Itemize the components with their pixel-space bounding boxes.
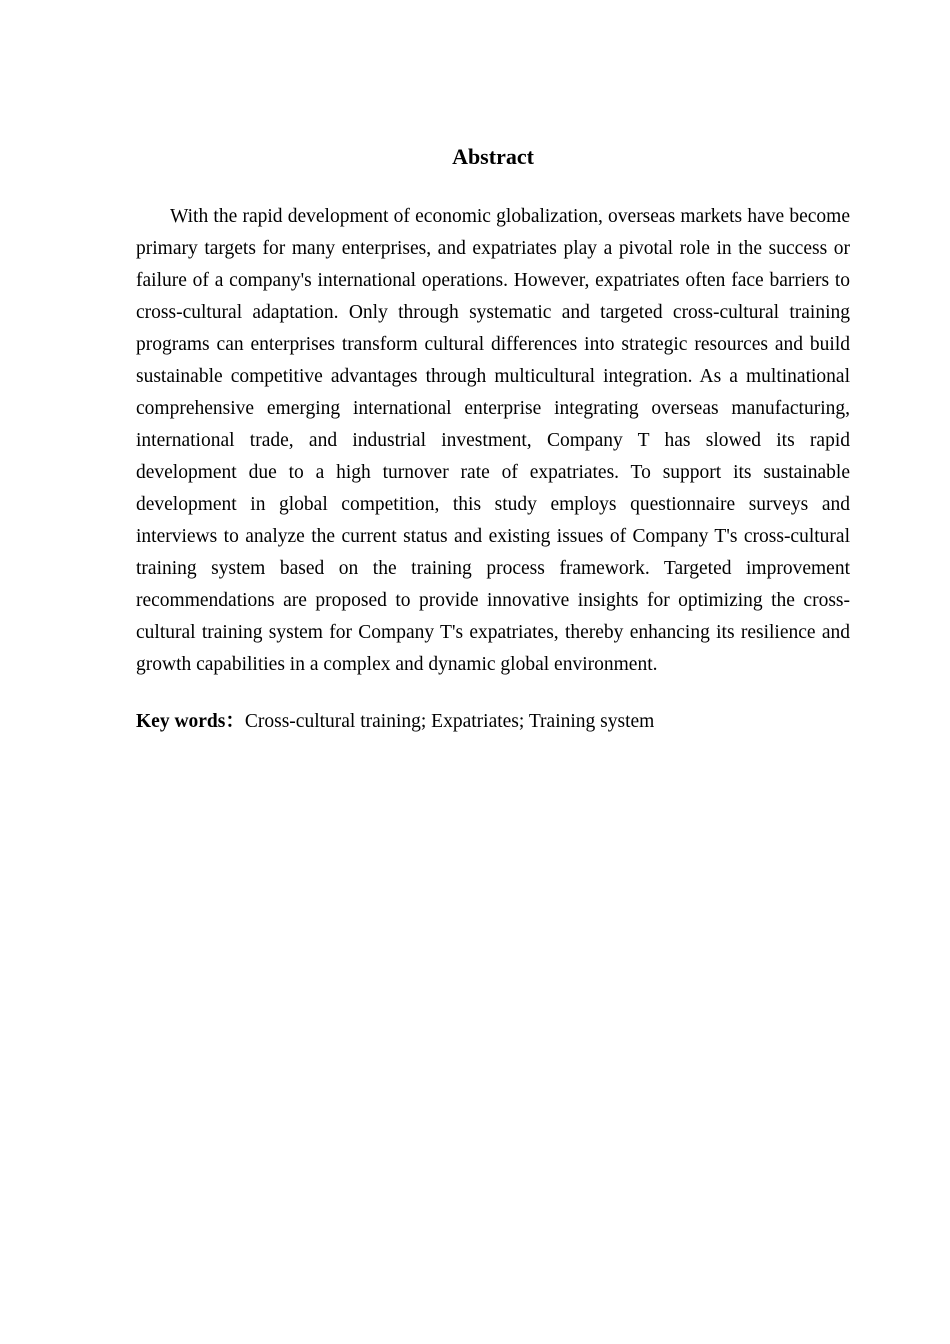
abstract-title: Abstract xyxy=(452,144,534,169)
abstract-section xyxy=(136,141,850,738)
keywords-label: Key words： xyxy=(136,711,245,732)
keywords-line xyxy=(136,706,850,738)
keywords-values: Cross-cultural training; Expatriates; Training system xyxy=(244,711,655,732)
abstract-paragraph: With the rapid development of economic globalization, overseas markets have become primary targets for many enterprises, and expatriates play a pivotal role in the success or failure of a company's international operations. However, expatriates often face barriers to cross-cultural adaptation. Only through systematic and targeted cross-cultural training programs can enterprises transform cultural differences into strategic resources and build sustainable competitive advantages through multicultural integration. As a multinational comprehensive emerging international enterprise integrating overseas manufacturing, international trade, and industrial investment, Company T has slowed its rapid development due to a high turnover rate of expatriates. To support its sustainable development in global competition, this study employs questionnaire surveys and interviews to analyze the current status and existing issues of Company T's cross-cultural training system based on the training process framework. Targeted improvement recommendations are proposed to provide innovative insights for optimizing the cross-cultural training system for Company T's expatriates, thereby enhancing its resilience and growth capabilities in a complex and dynamic global environment. xyxy=(136,206,850,675)
